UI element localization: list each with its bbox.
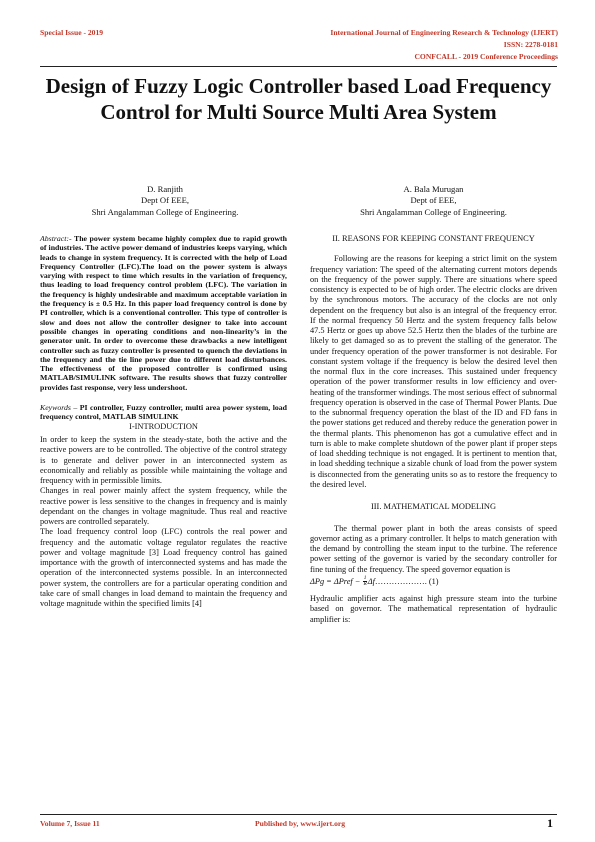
header-rule: [40, 66, 557, 67]
header-issn: ISSN: 2278-0181: [503, 40, 558, 49]
author-name: D. Ranjith: [147, 184, 183, 194]
author-dept: Dept of EEE,: [410, 195, 457, 206]
keywords: [40, 403, 287, 422]
equation-fraction: [363, 576, 366, 588]
keywords-label: Keywords –: [40, 403, 78, 413]
header-special-issue: Special Issue - 2019: [40, 28, 104, 37]
author-college: Shri Angalamman College of Engineering.: [360, 206, 507, 217]
page-number: 1: [547, 816, 553, 830]
author-block-2: [310, 184, 557, 218]
header-journal-name: International Journal of Engineering Research & Technology (IJERT): [330, 28, 558, 37]
equation-numerator: 1: [363, 574, 367, 581]
modeling-paragraph-2: Hydraulic amplifier acts against high pressure steam into the turbine based on governor. The mathematical representation of hydraulic amplifier is:: [310, 594, 557, 624]
equation-lhs: ΔPg = ΔPref −: [310, 576, 361, 586]
section-heading-introduction: I-INTRODUCTION: [129, 421, 198, 431]
reasons-paragraph: Following are the reasons for keeping a strict limit on the system frequency variation: The speed of the alternating current motors depends on the frequency of the power supply. There are situations where speed consistency is expected to be of high order. The electric clocks are driven by the synchronous motors. The accuracy of the clocks are not only dependent on the frequency but also is an integral of the frequency error. If the normal frequency 50 Hertz and the system frequency falls below 47.5 Hertz or goes up above 52.5 Hertz then the blades of the turbine are likely to get damaged so as to prevent the stalling of the generator. The under frequency operation of the power transformer is not desirable. For constant system voltage if the frequency is below the desired level then the normal flux in the core increases. This sustained under frequency operation of the power transformer results in low efficiency and over-heating of the transformer windings. The most serious effect of subnormal frequency operation is observed in the case of Thermal Power Plants. Due to the subnormal frequency operation the blast of the ID and FD fans in the power stations get reduced and thereby reduce the generation power in the thermal plants. This phenomenon has got a cumulative effect and in turn is able to make complete shutdown of the power plant if proper steps of load shedding technique is not engaged. It is pertinent to mention that, in load shedding technique a sizable chunk of load from the power system is disconnected from the generating units so as to restore the frequency to the desired level.: [310, 254, 557, 489]
keywords-text: PI controller, Fuzzy controller, multi area power system, load frequency control, MATLAB SIMULINK: [40, 403, 287, 422]
author-name: A. Bala Murugan: [403, 184, 464, 194]
intro-paragraph-2: Changes in real power mainly affect the system frequency, while the reactive power is less sensitive to the changes in frequency and is mainly dependant on the changes in voltage magnitude. Thus real and reactive powers are controlled separately.: [40, 486, 287, 527]
footer-volume-issue: Volume 7, Issue 11: [40, 819, 100, 828]
abstract-text: The power system became highly complex due to rapid growth of industries. The active power demand of industries keeps varying, which leads to change in system frequency. It is corrected with the help of Load Frequency Controller (LFC).The load on the power system is always varying with respect to time which results in the variation of frequency, thus leading to load frequency control problem (LFC). The variation in the frequency is highly undesirable and maximum acceptable variation in the frequency is ± 0.5 Hz. In this paper load frequency control is done by PI controller, which is a conventional controller. This type of controller is slow and does not allow the controller designer to take into account possible changes in operating conditions and non-linearity’s in the generator unit. In order to overcome these drawbacks a new intelligent controller such as fuzzy controller is presented to quench the deviations in the frequency and the tie line power due to different load disturbances. The effectiveness of the proposed controller is confirmed using MATLAB/SIMULINK software. The results shows that fuzzy controller provides fast response, very less undershoot.: [40, 234, 287, 392]
abstract-label: Abstract:-: [40, 234, 72, 243]
footer-rule: [40, 814, 557, 815]
right-column: [310, 234, 557, 625]
equation-denominator: R: [363, 581, 367, 588]
speed-governor-equation: [310, 576, 557, 588]
equation-number: ………………. (1): [374, 576, 439, 586]
header-conference: CONFCALL - 2019 Conference Proceedings: [414, 52, 558, 61]
equation-rhs: Δf: [367, 576, 375, 586]
intro-paragraph-1: In order to keep the system in the steady-state, both the active and the reactive powers are to be controlled. The objective of the control strategy is to generate and deliver power in an interconnected system as economically and reliably as possible while maintaining the voltage and frequency with in permissible limits.: [40, 435, 287, 486]
author-dept: Dept Of EEE,: [141, 195, 189, 206]
section-heading-mathematical-modeling: III. MATHEMATICAL MODELING: [370, 502, 497, 512]
section-heading-reasons: II. REASONS FOR KEEPING CONSTANT FREQUENCY: [332, 234, 535, 243]
modeling-paragraph-1: The thermal power plant in both the areas consists of speed governor acting as a primary controller. It helps to match generation with the demand by controlling the steam input to the turbine. The reference power setting of the governor is varied by the secondary controller for fine tuning of the frequency. The speed governor equation is: [310, 523, 557, 574]
left-column: [40, 234, 287, 609]
intro-paragraph-3: The load frequency control loop (LFC) controls the real power and frequency and the automatic voltage regulator regulates the reactive power and voltage magnitude [3] Load frequency control has gained importance with the growth of interconnected systems and has made the operation of the interconnected systems possible. In an interconnected power system, the controllers are for a particular operating condition and take care of small changes in load demand to maintain the frequency and voltage magnitude within the specified limits [4]: [40, 527, 287, 609]
paper-title: Design of Fuzzy Logic Controller based Load Frequency Control for Multi Source Multi Area System: [45, 74, 552, 124]
footer-publisher-link[interactable]: Published by, www.ijert.org: [254, 819, 346, 828]
author-college: Shri Angalamman College of Engineering.: [91, 206, 239, 217]
abstract: [40, 234, 287, 392]
author-block-1: [40, 184, 290, 218]
